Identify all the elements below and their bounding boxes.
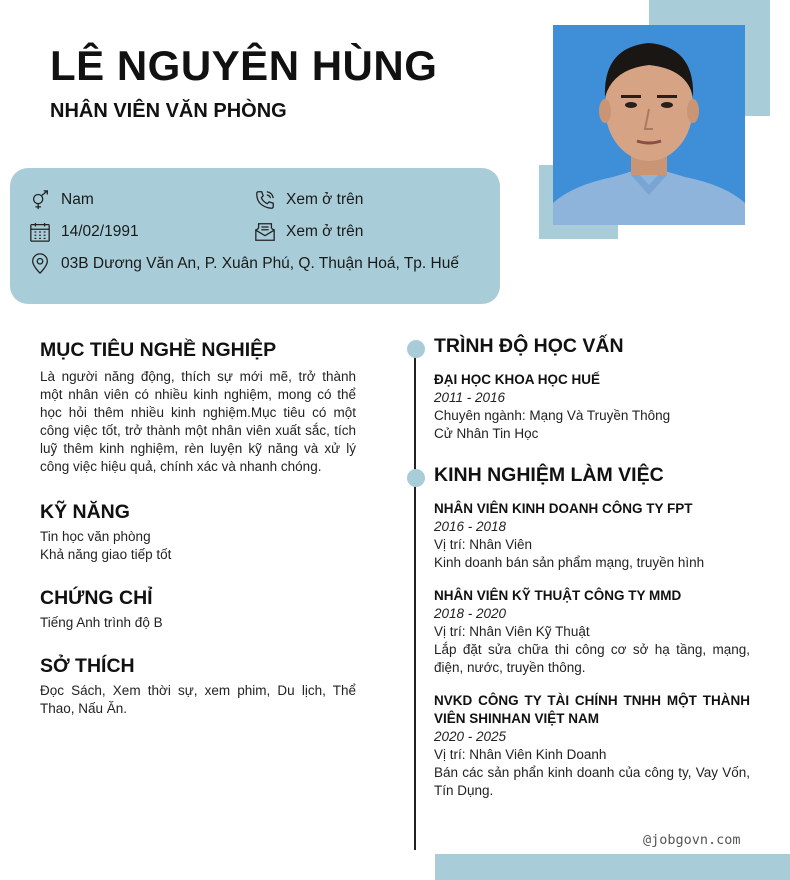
education-section: [434, 334, 750, 443]
watermark: @jobgovn.com: [643, 832, 741, 848]
job-company: NVKD CÔNG TY TÀI CHÍNH TNHH MỘT THÀNH VIÊN SHINHAN VIỆT NAM: [434, 693, 750, 726]
job-description: Kinh doanh bán sản phẩm mạng, truyền hình: [434, 555, 705, 570]
job-position: Vị trí: Nhân Viên Kỹ Thuật: [434, 624, 590, 639]
contact-phone: [254, 189, 363, 211]
certificates-list: [40, 614, 356, 632]
job-company: NHÂN VIÊN KINH DOANH CÔNG TY FPT: [434, 501, 693, 516]
skill-item: Tin học văn phòng: [40, 529, 151, 544]
job-position: Vị trí: Nhân Viên Kinh Doanh: [434, 747, 607, 762]
contact-email: [254, 221, 363, 243]
contact-gender: [29, 189, 94, 211]
education-degree: Cử Nhân Tin Học: [434, 426, 539, 441]
mail-icon: [254, 221, 276, 243]
job-company: NHÂN VIÊN KỸ THUẬT CÔNG TY MMD: [434, 588, 682, 603]
certificate-item: Tiếng Anh trình độ B: [40, 615, 163, 630]
job-period: 2018 - 2020: [434, 606, 507, 621]
gender-icon: [29, 189, 51, 211]
decor-block-bottom: [435, 854, 790, 880]
job-entry: [434, 587, 750, 677]
email-value: Xem ở trên: [286, 223, 364, 240]
job-description: Bán các sản phẩn kinh doanh của công ty, Vay Vốn, Tín Dụng.: [434, 765, 750, 798]
experience-heading: KINH NGHIỆM LÀM VIỆC: [434, 464, 664, 486]
education-heading: TRÌNH ĐỘ HỌC VẤN: [434, 335, 624, 357]
timeline-dot-experience: [407, 469, 425, 487]
timeline-dot-education: [407, 340, 425, 358]
education-major: Chuyên ngành: Mạng Và Truyền Thông: [434, 408, 671, 423]
contact-birthdate: [29, 221, 139, 243]
calendar-icon: [29, 221, 51, 243]
hobbies-heading: SỞ THÍCH: [40, 655, 135, 677]
gender-value: Nam: [61, 191, 94, 208]
skills-list: [40, 528, 356, 564]
experience-section: [434, 463, 750, 800]
job-period: 2016 - 2018: [434, 519, 507, 534]
profile-photo: [553, 25, 745, 225]
hobbies-text: Đọc Sách, Xem thời sự, xem phim, Du lịch, Thể Thao, Nấu Ăn.: [40, 683, 356, 716]
objective-text: Là người năng động, thích sự mới mẽ, trở thành một nhân viên có nhiều kinh nghiệm, mong có thể học hỏi thêm nhiều kinh nghiệm.Mục tiêu có một công việc tốt, trở thành một nhân viên xuất sắc, tích luỹ thêm kinh nghiệm, rèn luyện kỹ năng và xử lý công việc hiệu quả, chính xác và nhanh chóng.: [40, 369, 356, 474]
birthdate-value: 14/02/1991: [61, 223, 139, 240]
location-pin-icon: [29, 253, 51, 275]
address-value: 03B Dương Văn An, P. Xuân Phú, Q. Thuận Hoá, Tp. Huế: [61, 255, 459, 272]
job-title: NHÂN VIÊN VĂN PHÒNG: [50, 100, 287, 122]
job-position: Vị trí: Nhân Viên: [434, 537, 533, 552]
left-column: [40, 338, 356, 718]
skill-item: Khả năng giao tiếp tốt: [40, 547, 172, 562]
candidate-name: LÊ NGUYÊN HÙNG: [50, 42, 438, 89]
job-description: Lắp đặt sửa chữa thi công cơ sở hạ tầng, mạng, điện, nước, truyền thông.: [434, 642, 750, 675]
job-entry: [434, 692, 750, 800]
phone-icon: [254, 189, 276, 211]
objective-heading: MỤC TIÊU NGHỀ NGHIỆP: [40, 339, 277, 361]
skills-heading: KỸ NĂNG: [40, 501, 130, 523]
job-period: 2020 - 2025: [434, 729, 507, 744]
education-school: ĐẠI HỌC KHOA HỌC HUẾ: [434, 372, 601, 387]
education-period: 2011 - 2016: [434, 390, 506, 405]
job-entry: [434, 500, 750, 572]
phone-value: Xem ở trên: [286, 191, 364, 208]
contact-address: [29, 253, 459, 275]
certificates-heading: CHỨNG CHỈ: [40, 587, 153, 609]
timeline-line: [414, 352, 416, 850]
